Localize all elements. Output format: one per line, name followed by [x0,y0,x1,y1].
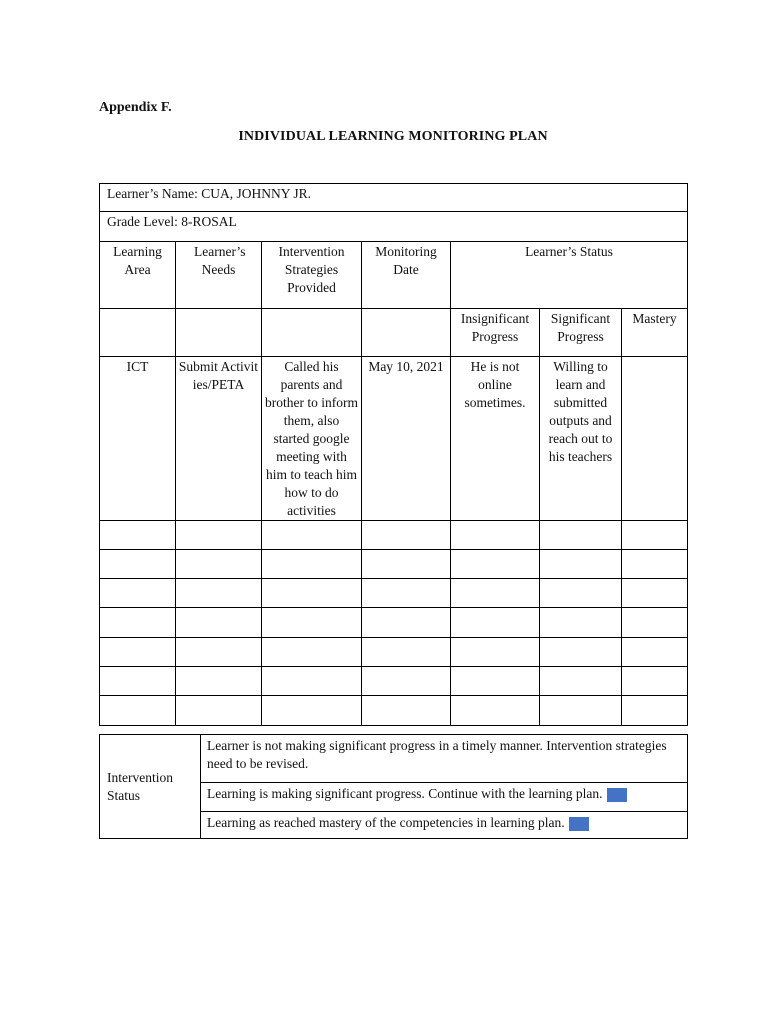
status-option-mastery [201,812,688,839]
entry-mastery [622,357,688,521]
blank-cell [451,521,540,550]
entry-monitoring-date: May 10, 2021 [362,357,451,521]
entry-significant-progress: Willing to learn and submitted outputs and reach out to his teachers [540,357,622,521]
blank-cell [362,696,451,726]
blank-cell [100,309,176,357]
status-option-text: Learning as reached mastery of the competencies in learning plan. [207,815,565,830]
header-learners-status: Learner’s Status [451,242,688,309]
table-row [100,357,688,521]
blank-cell [540,696,622,726]
blank-cell [262,579,362,608]
learner-name-cell: Learner’s Name: CUA, JOHNNY JR. [100,184,688,212]
blank-cell [100,667,176,696]
blank-cell [100,696,176,726]
entry-intervention: Called his parents and brother to inform them, also started google meeting with him to teach him how to do activities [262,357,362,521]
blank-cell [176,309,262,357]
column-header-row [100,242,688,309]
blank-cell [451,579,540,608]
table-row [100,521,688,550]
blank-cell [622,579,688,608]
table-row [100,696,688,726]
blank-cell [100,579,176,608]
blank-cell [176,521,262,550]
blank-cell [176,579,262,608]
monitoring-plan-table [99,183,688,726]
blank-cell [540,667,622,696]
header-intervention: Intervention Strategies Provided [262,242,362,309]
blank-cell [451,696,540,726]
blank-cell [362,550,451,579]
blank-cell [451,638,540,667]
blank-cell [622,667,688,696]
blank-cell [176,638,262,667]
entry-learning-area: ICT [100,357,176,521]
checkbox-marker-icon[interactable] [607,788,627,802]
status-option-row [100,735,688,783]
intervention-status-table [99,734,688,839]
entry-learners-needs: Submit Activities/PETA [176,357,262,521]
status-option-text: Learner is not making significant progress in a timely manner. Intervention strategies need to be revised. [207,738,667,771]
status-option-continue [201,783,688,812]
blank-cell [262,309,362,357]
blank-cell [176,696,262,726]
blank-cell [451,667,540,696]
blank-cell [362,309,451,357]
blank-cell [262,608,362,638]
blank-cell [100,521,176,550]
table-row [100,550,688,579]
blank-cell [176,608,262,638]
blank-cell [451,550,540,579]
blank-cell [176,550,262,579]
blank-cell [540,521,622,550]
blank-cell [362,608,451,638]
blank-cell [540,579,622,608]
header-learners-needs: Learner’s Needs [176,242,262,309]
blank-cell [540,550,622,579]
header-mastery: Mastery [622,309,688,357]
table-row [100,608,688,638]
table-row [100,667,688,696]
header-significant-progress: Significant Progress [540,309,622,357]
header-learning-area: Learning Area [100,242,176,309]
blank-cell [622,696,688,726]
blank-cell [262,550,362,579]
blank-cell [622,521,688,550]
blank-cell [540,638,622,667]
appendix-label: Appendix F. [99,100,172,115]
checkbox-marker-icon[interactable] [569,817,589,831]
blank-cell [362,521,451,550]
blank-cell [100,550,176,579]
blank-cell [362,667,451,696]
blank-cell [262,696,362,726]
table-row [100,638,688,667]
blank-cell [540,608,622,638]
status-subheader-row [100,309,688,357]
table-row [100,579,688,608]
blank-cell [362,638,451,667]
blank-cell [362,579,451,608]
header-insignificant-progress: Insignificant Progress [451,309,540,357]
blank-cell [100,608,176,638]
blank-cell [262,667,362,696]
header-monitoring-date: Monitoring Date [362,242,451,309]
page-title: INDIVIDUAL LEARNING MONITORING PLAN [238,129,548,144]
status-option-text: Learning is making significant progress. Continue with the learning plan. [207,786,603,801]
entry-insignificant-progress: He is not online sometimes. [451,357,540,521]
blank-cell [176,667,262,696]
blank-cell [262,638,362,667]
blank-cell [622,608,688,638]
learner-name-row [100,184,688,212]
intervention-status-label: Intervention Status [100,735,201,839]
blank-cell [262,521,362,550]
blank-cell [622,550,688,579]
blank-cell [100,638,176,667]
status-option-revise [201,735,688,783]
grade-level-row [100,212,688,242]
blank-cell [622,638,688,667]
blank-cell [451,608,540,638]
grade-level-cell: Grade Level: 8-ROSAL [100,212,688,242]
